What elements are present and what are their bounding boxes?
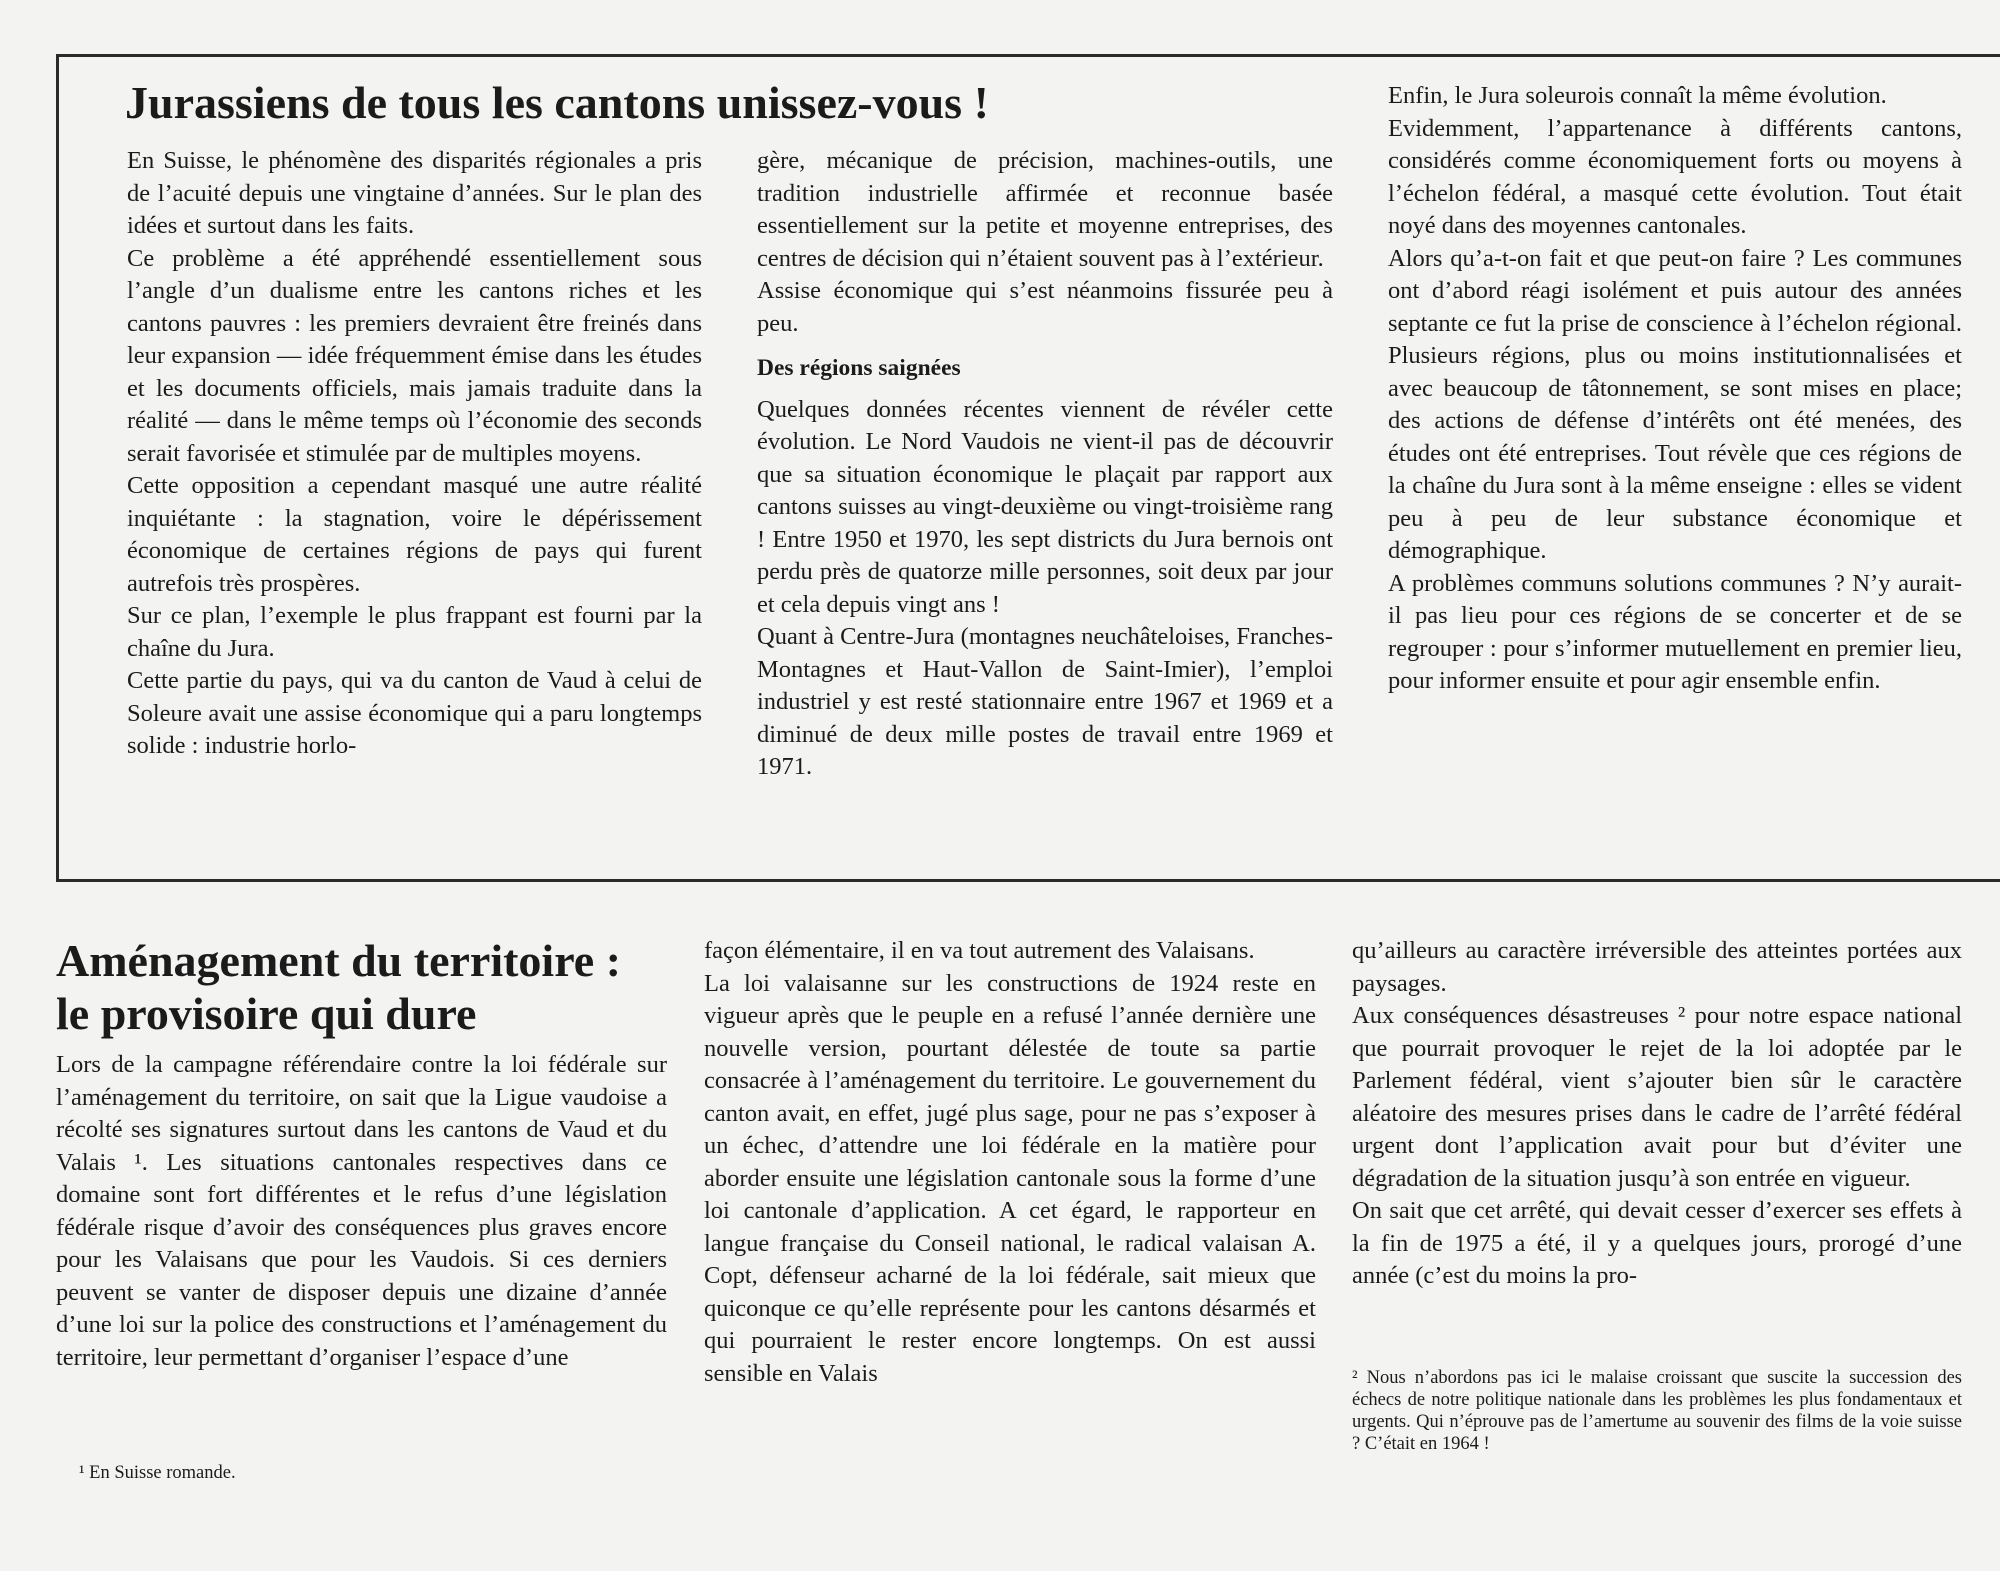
footnote-2: ² Nous n’abordons pas ici le malaise croissant que suscite la succession des échecs de notre politique nationale dans les problèmes les plus fondamentaux et urgents. Qui n’éprouve pas de l’amertume au souvenir des films de la voie suisse ? C’était en 1964 ! — [1352, 1368, 1962, 1454]
paragraph: Assise économique qui s’est néanmoins fissurée peu à peu. — [757, 277, 1333, 337]
article-territoire-column-3 — [1352, 935, 1962, 1293]
paragraph: qu’ailleurs au caractère irréversible des atteintes portées aux paysages. — [1352, 937, 1962, 997]
paragraph: gère, mécanique de précision, machines-outils, une tradition industrielle affirmée et reconnue basée essentiellement sur la petite et moyenne entreprises, des centres de décision qui n’étaient souvent pas à l’extérieur. — [757, 147, 1333, 272]
title-line-2: le provisoire qui dure — [56, 988, 477, 1039]
article-territoire-column-2 — [704, 935, 1316, 1390]
paragraph: Quant à Centre-Jura (montagnes neuchâteloises, Franches-Montagnes et Haut-Vallon de Saint-Imier), l’emploi industriel y est resté stationnaire entre 1967 et 1969 et a diminué de deux mille postes de travail entre 1969 et 1971. — [757, 623, 1333, 780]
paragraph: Enfin, le Jura soleurois connaît la même évolution. — [1388, 82, 1887, 109]
paragraph: Ce problème a été appréhendé essentiellement sous l’angle d’un dualisme entre les cantons riches et les cantons pauvres : les premiers devraient être freinés dans leur expansion — idée fréquemment émise dans les études et les documents officiels, mais jamais traduite dans la réalité — dans le même temps où l’économie des seconds serait favorisée et stimulée par de multiples moyens. — [127, 244, 702, 467]
paragraph: A problèmes communs solutions communes ? N’y aurait-il pas lieu pour ces régions de se concerter et de se regrouper : pour s’informer mutuellement en premier lieu, pour informer ensuite et pour agir ensemble enfin. — [1388, 569, 1962, 694]
article-title-territoire — [56, 934, 676, 1040]
article-jura-column-3 — [1388, 80, 1962, 698]
article-jura-column-1 — [127, 145, 702, 763]
paragraph: Quelques données récentes viennent de révéler cette évolution. Le Nord Vaudois ne vient-il pas de découvrir que sa situation économique le plaçait par rapport aux cantons suisses au vingt-deuxième ou vingt-troisième rang ! Entre 1950 et 1970, les sept districts du Jura bernois ont perdu près de quatorze mille personnes, soit deux par jour et cela depuis vingt ans ! — [757, 395, 1333, 618]
subheading: Des régions saignées — [757, 355, 961, 381]
paragraph: La loi valaisanne sur les constructions de 1924 reste en vigueur après que le peuple en a refusé l’année dernière une nouvelle version, pourtant délestée de toute sa partie consacrée à l’aménagement du territoire. Le gouvernement du canton avait, en effet, jugé plus sage, pour ne pas s’exposer à un échec, d’attendre une loi fédérale en la matière pour aborder ensuite une législation cantonale sous la forme d’une loi cantonale d’application. A cet égard, le rapporteur en langue française du Conseil national, le radical valaisan A. Copt, défenseur acharné de la loi fédérale, sait mieux que quiconque ce qu’elle représente pour les cantons désarmés et qui pourraient le rester encore longtemps. On est aussi sensible en Valais — [704, 969, 1316, 1387]
title-line-1: Aménagement du territoire : — [56, 935, 622, 986]
paragraph: Cette opposition a cependant masqué une autre réalité inquiétante : la stagnation, voire le dépérissement économique de certaines régions de pays qui furent autrefois très prospères. — [127, 472, 702, 597]
paragraph: Sur ce plan, l’exemple le plus frappant est fourni par la chaîne du Jura. — [127, 602, 702, 662]
paragraph: Aux conséquences désastreuses ² pour notre espace national que pourrait provoquer le rejet de la loi adoptée par le Parlement fédéral, vient s’ajouter bien sûr le caractère aléatoire des mesures prises dans le cadre de l’arrêté fédéral urgent dont l’application avait pour but d’éviter une dégradation de la situation jusqu’à son entrée en vigueur. — [1352, 1002, 1962, 1192]
footnote-1: ¹ En Suisse romande. — [79, 1463, 236, 1483]
paragraph: On sait que cet arrêté, qui devait cesser d’exercer ses effets à la fin de 1975 a été, il y a quelques jours, prorogé d’une année (c’est du moins la pro- — [1352, 1197, 1962, 1289]
paragraph: Evidemment, l’appartenance à différents cantons, considérés comme économiquement forts ou moyens à l’échelon fédéral, a masqué cette évolution. Tout était noyé dans des moyennes cantonales. — [1388, 114, 1962, 239]
paragraph: Lors de la campagne référendaire contre la loi fédérale sur l’aménagement du territoire, on sait que la Ligue vaudoise a récolté ses signatures surtout dans les cantons de Vaud et du Valais ¹. Les situations cantonales respectives dans ce domaine sont fort différentes et le refus d’une législation fédérale risque d’avoir des conséquences plus graves encore pour les Valaisans que pour les Vaudois. Si ces derniers peuvent se vanter de disposer depuis une dizaine d’année d’une loi sur la police des constructions et l’aménagement du territoire, leur permettant d’organiser l’espace d’une — [56, 1051, 667, 1371]
paragraph: Cette partie du pays, qui va du canton de Vaud à celui de Soleure avait une assise économique qui a paru longtemps solide : industrie horlo- — [127, 667, 702, 759]
article-jura-column-2 — [757, 145, 1333, 784]
article-title-jura: Jurassiens de tous les cantons unissez-vous ! — [125, 77, 989, 128]
article-territoire-column-1 — [56, 1049, 667, 1374]
paragraph: Alors qu’a-t-on fait et que peut-on faire ? Les communes ont d’abord réagi isolément et puis autour des années septante ce fut la prise de conscience à l’échelon régional. Plusieurs régions, plus ou moins institutionnalisées et avec beaucoup de tâtonnement, se sont mises en place; des actions de défense d’intérêts ont été menées, des études ont été entreprises. Tout révèle que ces régions de la chaîne du Jura sont à la même enseigne : elles se vident peu à peu de leur substance économique et démographique. — [1388, 244, 1962, 564]
paragraph: En Suisse, le phénomène des disparités régionales a pris de l’acuité depuis une vingtaine d’années. Sur le plan des idées et surtout dans les faits. — [127, 147, 702, 239]
paragraph: façon élémentaire, il en va tout autrement des Valaisans. — [704, 937, 1255, 964]
